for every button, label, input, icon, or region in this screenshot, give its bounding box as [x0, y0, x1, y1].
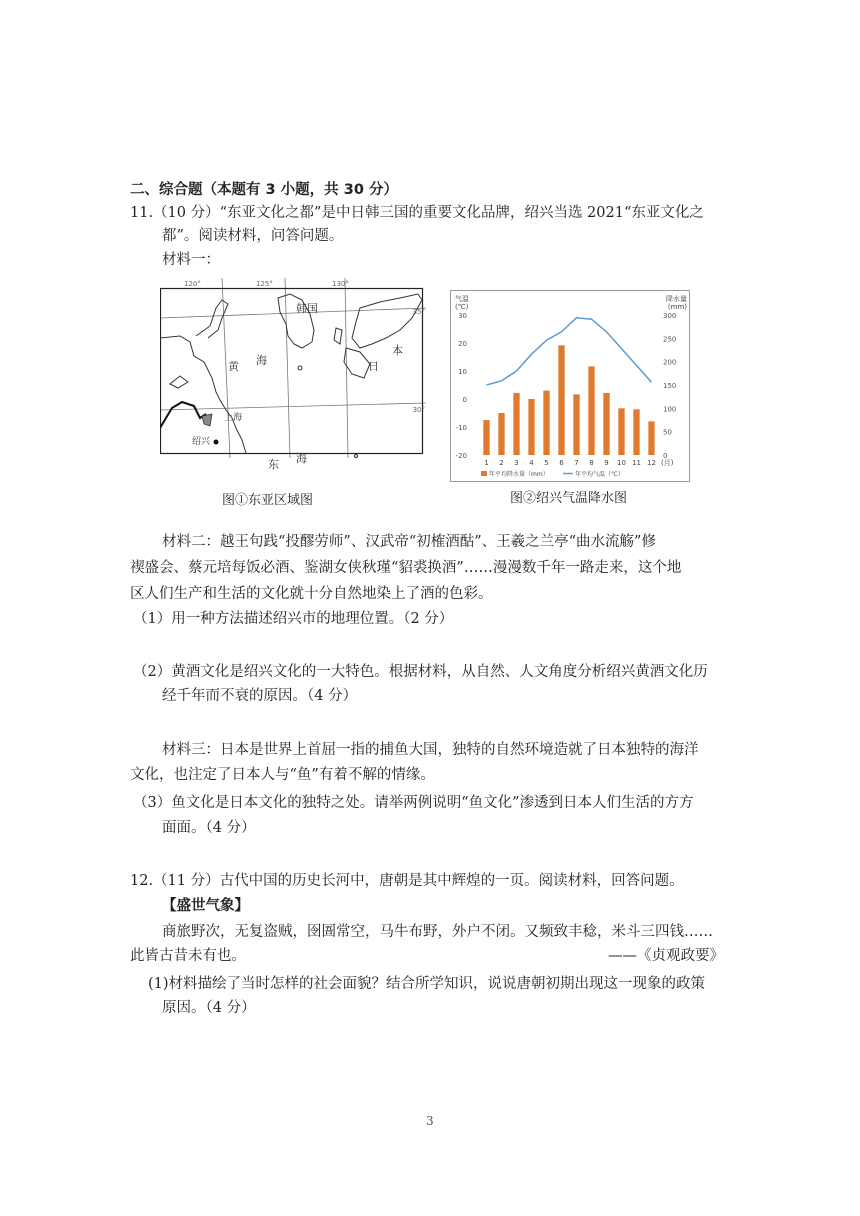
month-label: 10: [617, 459, 626, 467]
precip-bar: [528, 399, 534, 455]
month-label: 7: [574, 459, 579, 467]
left-tick-label: -10: [455, 424, 467, 432]
question-11-line1: 11.（10 分）“东亚文化之都”是中日韩三国的重要文化品牌，绍兴当选 2021“东亚文化之: [130, 205, 704, 221]
material-3-line1: 材料三：日本是世界上首屈一指的捕鱼大国，独特的自然环境造就了日本独特的海洋: [162, 742, 699, 758]
shanghai-label: 上海: [224, 413, 243, 423]
legend-precip-swatch: [481, 471, 487, 476]
right-tick-label: 250: [663, 335, 677, 344]
east-sea-label-1: 东: [268, 458, 279, 471]
japan-label-2: 本: [392, 344, 403, 357]
question-12-sub1-line1: (1)材料描绘了当时怎样的社会面貌？结合所学知识，说说唐朝初期出现这一现象的政策: [148, 976, 706, 992]
left-tick-label: 10: [458, 368, 467, 376]
section-title: 二、综合题（本题有 3 小题，共 30 分）: [130, 182, 398, 198]
precip-bar: [558, 345, 564, 455]
chart-caption: 图②绍兴气温降水图: [510, 491, 628, 506]
precip-bar: [543, 391, 549, 455]
question-12-source: ——《贞观政要》: [608, 948, 724, 964]
left-axis-label-1: 气温: [455, 295, 469, 303]
yellow-sea-label-1: 黄: [228, 360, 239, 373]
lat-30-label: 30°: [412, 406, 425, 414]
right-tick-label: 50: [663, 428, 672, 437]
right-tick-label: 300: [663, 312, 677, 320]
right-axis-label-2: (mm): [667, 303, 687, 311]
material-1-label: 材料一：: [162, 252, 220, 268]
material-2-line2: 禊盛会、蔡元培每饭必酒、鉴湖女侠秋瑾“貂裘换酒”……漫漫数千年一路走来，这个地: [130, 560, 682, 576]
month-label: 9: [604, 459, 609, 467]
lat-35-label: 35°: [412, 308, 425, 316]
precip-bar: [648, 421, 654, 455]
right-tick-label: 200: [663, 358, 677, 367]
question-12-sub1-line2: 原因。（4 分）: [162, 1000, 256, 1016]
left-tick-label: 0: [462, 396, 467, 404]
question-11-sub1: （1）用一种方法描述绍兴市的地理位置。（2 分）: [133, 611, 454, 627]
month-label: 12: [647, 459, 656, 467]
shaoxing-label: 绍兴: [192, 437, 211, 447]
climate-chart-figure: [450, 290, 690, 482]
precip-bar: [618, 408, 624, 455]
precip-bar: [498, 413, 504, 455]
page-number: 3: [426, 1114, 434, 1128]
right-tick-label: 150: [663, 382, 677, 390]
question-11-line2: 都”。阅读材料，问答问题。: [162, 228, 344, 244]
east-asia-map: [160, 278, 426, 486]
right-axis-label-1: 降水量: [666, 295, 687, 303]
question-12-quote-line1: 商旅野次，无复盗贼，囹圄常空，马牛布野，外户不闭。又频致丰稔，米斗三四钱……: [162, 924, 713, 940]
month-unit-label: (月): [661, 459, 674, 467]
left-tick-label: 30: [458, 312, 467, 320]
left-tick-label: -20: [455, 452, 467, 460]
japan-label: 日: [368, 360, 379, 373]
precip-bar: [633, 409, 639, 455]
question-11-sub2-line2: 经千年而不衰的原因。（4 分）: [162, 688, 358, 704]
precip-bar: [588, 366, 594, 455]
east-asia-map-figure: [160, 278, 426, 486]
month-label: 8: [589, 459, 594, 467]
precip-bar: [513, 393, 519, 455]
lon-125-label: 125°: [256, 280, 273, 288]
korea-label: 韩国: [296, 302, 318, 315]
month-label: 1: [484, 459, 489, 467]
question-12-heading: 【盛世气象】: [162, 898, 249, 914]
material-2-line3: 区人们生产和生活的文化就十分自然地染上了酒的色彩。: [130, 586, 493, 602]
month-label: 2: [499, 459, 504, 467]
right-tick-label: 100: [663, 405, 677, 414]
legend-precip-label: 年平均降水量（mm）: [489, 471, 549, 478]
right-tick-label: 0: [663, 452, 668, 460]
east-sea-label-2: 海: [296, 452, 307, 465]
precip-bar: [483, 420, 489, 455]
question-12-quote-line2: 此皆古昔未有也。: [130, 948, 246, 964]
legend-temp-label: 年平均气温（℃）: [575, 471, 624, 478]
shaoxing-dot: [214, 440, 219, 445]
month-label: 4: [529, 459, 534, 467]
month-label: 5: [544, 459, 549, 467]
month-label: 3: [514, 459, 519, 467]
material-3-line2: 文化，也注定了日本人与“鱼”有着不解的情缘。: [130, 767, 435, 783]
temperature-line: [487, 318, 652, 385]
question-11-sub3-line2: 面面。（4 分）: [162, 820, 256, 836]
lon-130-label: 130°: [332, 280, 349, 288]
question-12-line1: 12.（11 分）古代中国的历史长河中，唐朝是其中辉煌的一页。阅读材料，回答问题。: [130, 873, 684, 889]
precip-bar: [573, 394, 579, 455]
material-2-line1: 材料二：越王句践“投醪劳师”、汉武帝“初榷酒酤”、王羲之兰亭“曲水流觞”修: [162, 534, 656, 550]
left-tick-label: 20: [458, 340, 467, 348]
question-11-sub2-line1: （2）黄酒文化是绍兴文化的一大特色。根据材料，从自然、人文角度分析绍兴黄酒文化历: [133, 664, 708, 680]
climate-chart: [451, 291, 689, 481]
yellow-sea-label-2: 海: [256, 354, 267, 367]
precip-bar: [603, 393, 609, 455]
map-caption: 图①东亚区域图: [222, 493, 314, 508]
lon-120-label: 120°: [184, 280, 201, 288]
month-label: 11: [632, 459, 641, 467]
left-axis-label-2: (℃): [455, 303, 469, 311]
month-label: 6: [559, 459, 564, 467]
question-11-sub3-line1: （3）鱼文化是日本文化的独特之处。请举两例说明“鱼文化”渗透到日本人们生活的方方: [133, 795, 694, 811]
